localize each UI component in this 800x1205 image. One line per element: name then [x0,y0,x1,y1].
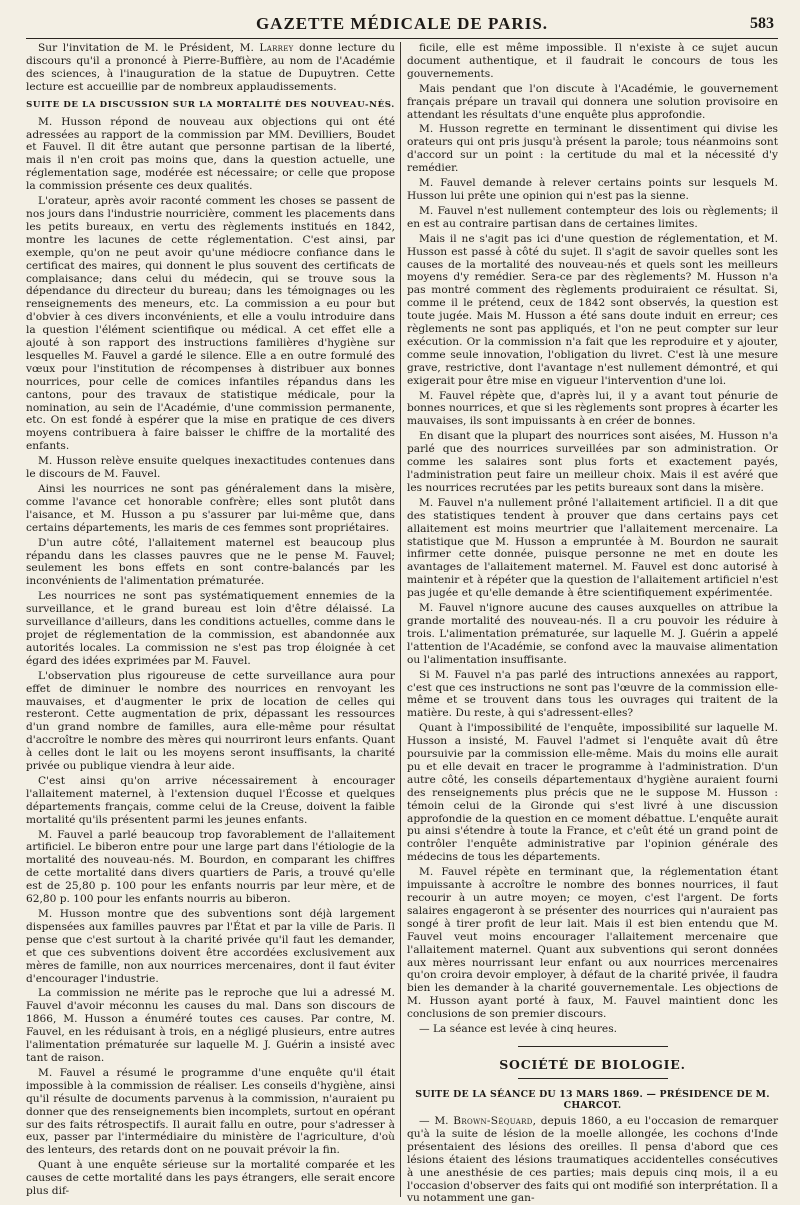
body-paragraph: L'orateur, après avoir raconté comment les choses se passent de nos jours dans l'industrie nourricière, comment les placements dans les petits bureaux, en vertu des règlements institués en 1842, montre les lacunes de cette réglementation. C'est ainsi, par exemple, qu'on ne peut avoir qu'une médiocre confiance dans le certificat des maires, qui donnent le plus souvent des certificats de complaisance; dans celui du médecin, qui se trouve sous la dépendance du directeur du bureau; dans les témoignages ou les renseignements des meneurs, etc. La commission a eu pour but d'obvier à ces divers inconvénients, et elle a voulu introduire dans la question l'élément scientifique ou médical. A cet effet elle a ajouté à son rapport des instructions familières d'hygiène sur lesquelles M. Fauvel a gardé le silence. Elle a en outre formulé des vœux pour l'institution de récompenses à distribuer aux bonnes nourrices, pour celle de comices infantiles répandus dans les cantons, pour des travaux de statistique médicale, pour la nomination, au sein de l'Académie, d'une commission permanente, etc. On est fondé à espérer que la mise en pratique de ces divers moyens contribuera à faire baisser le chiffre de la mortalité des enfants. [26,195,395,453]
body-paragraph: M. Fauvel n'ignore aucune des causes auxquelles on attribue la grande mortalité des nouveau-nés. Il a cru pouvoir les réduire à trois. L'alimentation prématurée, sur laquelle M. J. Guérin a appelé l'attention de l'Académie, se confond avec la mauvaise alimentation ou l'alimentation insuffisante. [407,602,778,666]
intro-paragraph: Sur l'invitation de M. le Président, M. Larrey donne lecture du discours qu'il a prononcé à Pierre-Buffière, au nom de l'Académie des sciences, à l'inauguration de la statue de Dupuytren. Cette lecture est accueillie par de nombreux applaudissements. [26,42,395,93]
body-paragraph: M. Husson regrette en terminant le dissentiment qui divise les orateurs qui ont pris jusqu'à présent la parole; tous néanmoins sont d'accord sur un point : la certitude du mal et la nécessité d'y remédier. [407,123,778,175]
column-divider [400,42,401,1197]
body-paragraph: ficile, elle est même impossible. Il n'existe à ce sujet aucun document authentique, et il faudrait le concours de tous les gouvernements. [407,42,778,80]
body-paragraph: M. Husson relève ensuite quelques inexactitudes contenues dans le discours de M. Fauvel. [26,455,395,481]
body-paragraph: D'un autre côté, l'allaitement maternel est beaucoup plus répandu dans les classes pauvres que ne le pense M. Fauvel; seulement les bons effets en sont contre-balancés par les inconvénients de l'alimentation prématurée. [26,536,395,588]
final-paragraph: — M. Brown-Séquard, depuis 1860, a eu l'occasion de remarquer qu'à la suite de lésion de la moelle allongée, les cochons d'Inde présentaient des lésions des oreilles. Il pensa d'abord que ces lésions étaient des lésions traumatiques accidentelles consécutives à une anesthésie de ces parties; mais depuis cinq mois, il a eu l'occasion d'observer des faits qui ont modifié son interprétation. Il a vu notamment une gan- [407,1114,779,1205]
section-subheading: SUITE DE LA DISCUSSION SUR LA MORTALITÉ DES NOUVEAU-NÉS. [26,99,395,110]
speaker-name: Brown-Séquard [453,1114,533,1127]
body-paragraph: M. Husson montre que des subventions sont déjà largement dispensées aux familles pauvres par l'État et par la ville de Paris. Il pense que c'est surtout à la charité privée qu'il faut les demander, et que ces subventions doivent être accordées exclusivement aux mères de famille, non aux nourrices mercenaires, dont il faut éviter d'encourager l'industrie. [26,908,395,985]
body-paragraph: M. Fauvel répète que, d'après lui, il y a avant tout pénurie de bonnes nourrices, et que si les règlements sont propres à écarter les mauvaises, ils sont impuissants à en créer de bonnes. [407,389,778,428]
body-paragraph: Mais il ne s'agit pas ici d'une question de réglementation, et M. Husson est passé à côté du sujet. Il s'agit de savoir quelles sont les causes de la mortalité des nouveau-nés et quels sont les meilleurs moyens d'y remédier. Sera-ce par des règlements? M. Husson n'a pas montré comment des règlements produiraient ce résultat. Si, comme il le prétend, ceux de 1842 sont observés, la question est toute jugée. Mais M. Husson a été sans doute induit en erreur; ces règlements ne sont pas appliqués, et l'on ne peut compter sur leur exécution. Or la commission n'a fait que les reproduire et y ajouter, comme seule innovation, l'obligation du livret. C'est là une mesure grave, restrictive, dont l'avantage n'est nullement démontré, et qui exigerait pour être mise en vigueur l'intervention d'une loi. [407,232,778,387]
speaker-name: Larrey [259,42,294,54]
journal-title: GAZETTE MÉDICALE DE PARIS. [255,14,549,33]
page-number: 583 [750,15,774,32]
body-paragraph: M. Fauvel demande à relever certains points sur lesquels M. Husson lui prête une opinion qui n'est pas la sienne. [407,177,778,202]
text-columns [26,42,779,1205]
body-paragraph: L'observation plus rigoureuse de cette surveillance aura pour effet de diminuer le nombre des nourrices en renvoyant les mauvaises, et d'augmenter le prix de location de celles qui resteront. Cette augmentation de prix, dépassant les ressources d'un grand nombre de familles, aura elle-même pour résultat d'accroître le nombre des mères qui nourriront leurs enfants. Quant à celles dont le lait ou les moyens seront insuffisants, la charité privée ou publique viendra à leur aide. [26,669,395,773]
body-paragraph: Les nourrices ne sont pas systématiquement ennemies de la surveillance, et le grand bureau est loin d'être délaissé. La surveillance d'ailleurs, dans les conditions actuelles, comme dans le projet de réglementation de la commission, est abandonnée aux autorités locales. La commission ne s'est pas trop éloignée à cet égard des idées exprimées par M. Fauvel. [26,590,395,667]
section-separator [518,1046,668,1047]
body-paragraph: Quant à une enquête sérieuse sur la mortalité comparée et les causes de cette mortalité dans les pays étrangers, elle serait encore plus dif- [26,1159,395,1198]
body-paragraph: M. Fauvel a résumé le programme d'une enquête qu'il était impossible à la commission de réaliser. Les conseils d'hygiène, ainsi qu'il résulte de documents parvenus à la commission, n'auraient pu donner que des renseignements bien incomplets, surtout en opérant sur des faits rétrospectifs. Il aurait fallu en outre, pour s'adresser à eux, passer par l'intermédiaire du ministère de l'agriculture, d'où des lenteurs, des retards dont on ne pouvait prévoir la fin. [26,1066,395,1157]
body-paragraph: M. Fauvel a parlé beaucoup trop favorablement de l'allaitement artificiel. Le biberon entre pour une large part dans l'étiologie de la mortalité des nouveau-nés. M. Bourdon, en comparant les chiffres de cette mortalité dans divers quartiers de Paris, a trouvé qu'elle est de 25,80 p. 100 pour les enfants nourris par leur mère, et de 62,80 p. 100 pour les enfants nourris au biberon. [26,828,395,906]
seance-line: SUITE DE LA SÉANCE DU 13 MARS 1869. — PRÉSIDENCE DE M. CHARCOT. [415,1088,770,1111]
body-paragraph: M. Fauvel n'a nullement prôné l'allaitement artificiel. Il a dit que des statistiques tendent à prouver que dans certains pays cet allaitement est moins meurtrier que l'allaitement mercenaire. La statistique que M. Husson a empruntée à M. Bourdon ne saurait infirmer cette donnée, puisque personne ne met en doute les avantages de l'allaitement maternel. M. Fauvel est donc autorisé à maintenir et à répéter que la question de l'allaitement artificiel n'est pas jugée et qu'elle demande à être scientifiquement expérimentée. [407,496,778,600]
body-paragraph: La commission ne mérite pas le reproche que lui a adressé M. Fauvel d'avoir méconnu les causes du mal. Dans son discours de 1866, M. Husson a énuméré toutes ces causes. Par contre, M. Fauvel, en les réduisant à trois, en a négligé plusieurs, entre autres l'alimentation prématurée sur laquelle M. J. Guérin a insisté avec tant de raison. [26,987,395,1064]
society-underline [518,1078,668,1079]
left-column [26,42,395,1197]
body-paragraph: Mais pendant que l'on discute à l'Académie, le gouvernement français prépare un travail qui donnera une solution provisoire en attendant les résultats d'une enquête plus approfondie. [407,82,778,121]
closing-line: — La séance est levée à cinq heures. [419,1023,618,1036]
body-paragraph: M. Fauvel répète en terminant que, la réglementation étant impuissante à accroître le nombre des bonnes nourrices, il faut recourir à un autre moyen; ce moyen, c'est l'argent. De forts salaires engageront à se présenter des nourrices qui n'auraient pas songé à tirer profit de leur lait. Mais il est bien entendu que M. Fauvel veut moins encourager l'allaitement mercenaire que l'allaitement maternel. Quant aux subventions qui seront données aux mères nourrissant leur enfant ou aux nourrices mercenaires qu'on croira devoir employer, à défaut de la charité privée, il faudra bien les demander à la charité gouvernementale. Les objections de M. Husson ayant porté à faux, M. Fauvel maintient donc les conclusions de son premier discours. [407,866,778,1021]
body-paragraph: En disant que la plupart des nourrices sont aisées, M. Husson n'a parlé que des nourrices surveillées par son administration. Or comme les salaires sont plus forts et exactement payés, l'administration peut faire un meilleur choix. Mais il est avéré que les nourrices recrutées par les petits bureaux sont dans la misère. [407,430,778,494]
page-header [26,14,778,39]
body-paragraph: Quant à l'impossibilité de l'enquête, impossibilité sur laquelle M. Husson a insisté, M. Fauvel l'admet si l'enquête avait dû être poursuivie par la commission elle-même. Mais du moins elle aurait pu et elle devait en tracer le programme à l'administration. D'un autre côté, les conseils départementaux d'hygiène auraient fourni des renseignements plus précis que ne le suppose M. Husson : témoin celui de la Gironde qui s'est livré à une discussion approfondie de la question en ce moment débattue. L'enquête aurait pu ainsi s'étendre à toute la France, et c'eût été un grand point de contrôler l'enquête administrative par l'opinion générale des médecins de tous les départements. [407,722,778,864]
body-paragraph: M. Fauvel n'est nullement contempteur des lois ou règlements; il en est au contraire partisan dans de certaines limites. [407,204,778,230]
body-paragraph: Ainsi les nourrices ne sont pas généralement dans la misère, comme l'avance cet honorable confrère; elles sont plutôt dans l'aisance, et M. Husson a pu s'assurer par lui-même que, dans certains départements, les maris de ces femmes sont propriétaires. [26,483,395,534]
body-paragraph: Si M. Fauvel n'a pas parlé des intructions annexées au rapport, c'est que ces instructions ne sont pas l'œuvre de la commission elle-même et se trouvent dans tous les ouvrages qui traitent de la matière. Du reste, à qui s'adressent-elles? [407,668,778,720]
body-paragraph: C'est ainsi qu'on arrive nécessairement à encourager l'allaitement maternel, à l'extension duquel l'Écosse et quelques départements français, comme celui de la Creuse, doivent la faible mortalité qu'ils présentent parmi les jeunes enfants. [26,774,395,826]
society-title: SOCIÉTÉ DE BIOLOGIE. [499,1056,686,1072]
body-paragraph: M. Husson répond de nouveau aux objections qui ont été adressées au rapport de la commission par MM. Devilliers, Boudet et Fauvel. Il dit être autant que personne partisan de la liberté, mais il n'en croit pas moins que, dans la question actuelle, une réglementation sage, modérée est nécessaire; or celle que propose la commission présente ces deux qualités. [26,115,395,193]
right-column [407,42,779,1205]
